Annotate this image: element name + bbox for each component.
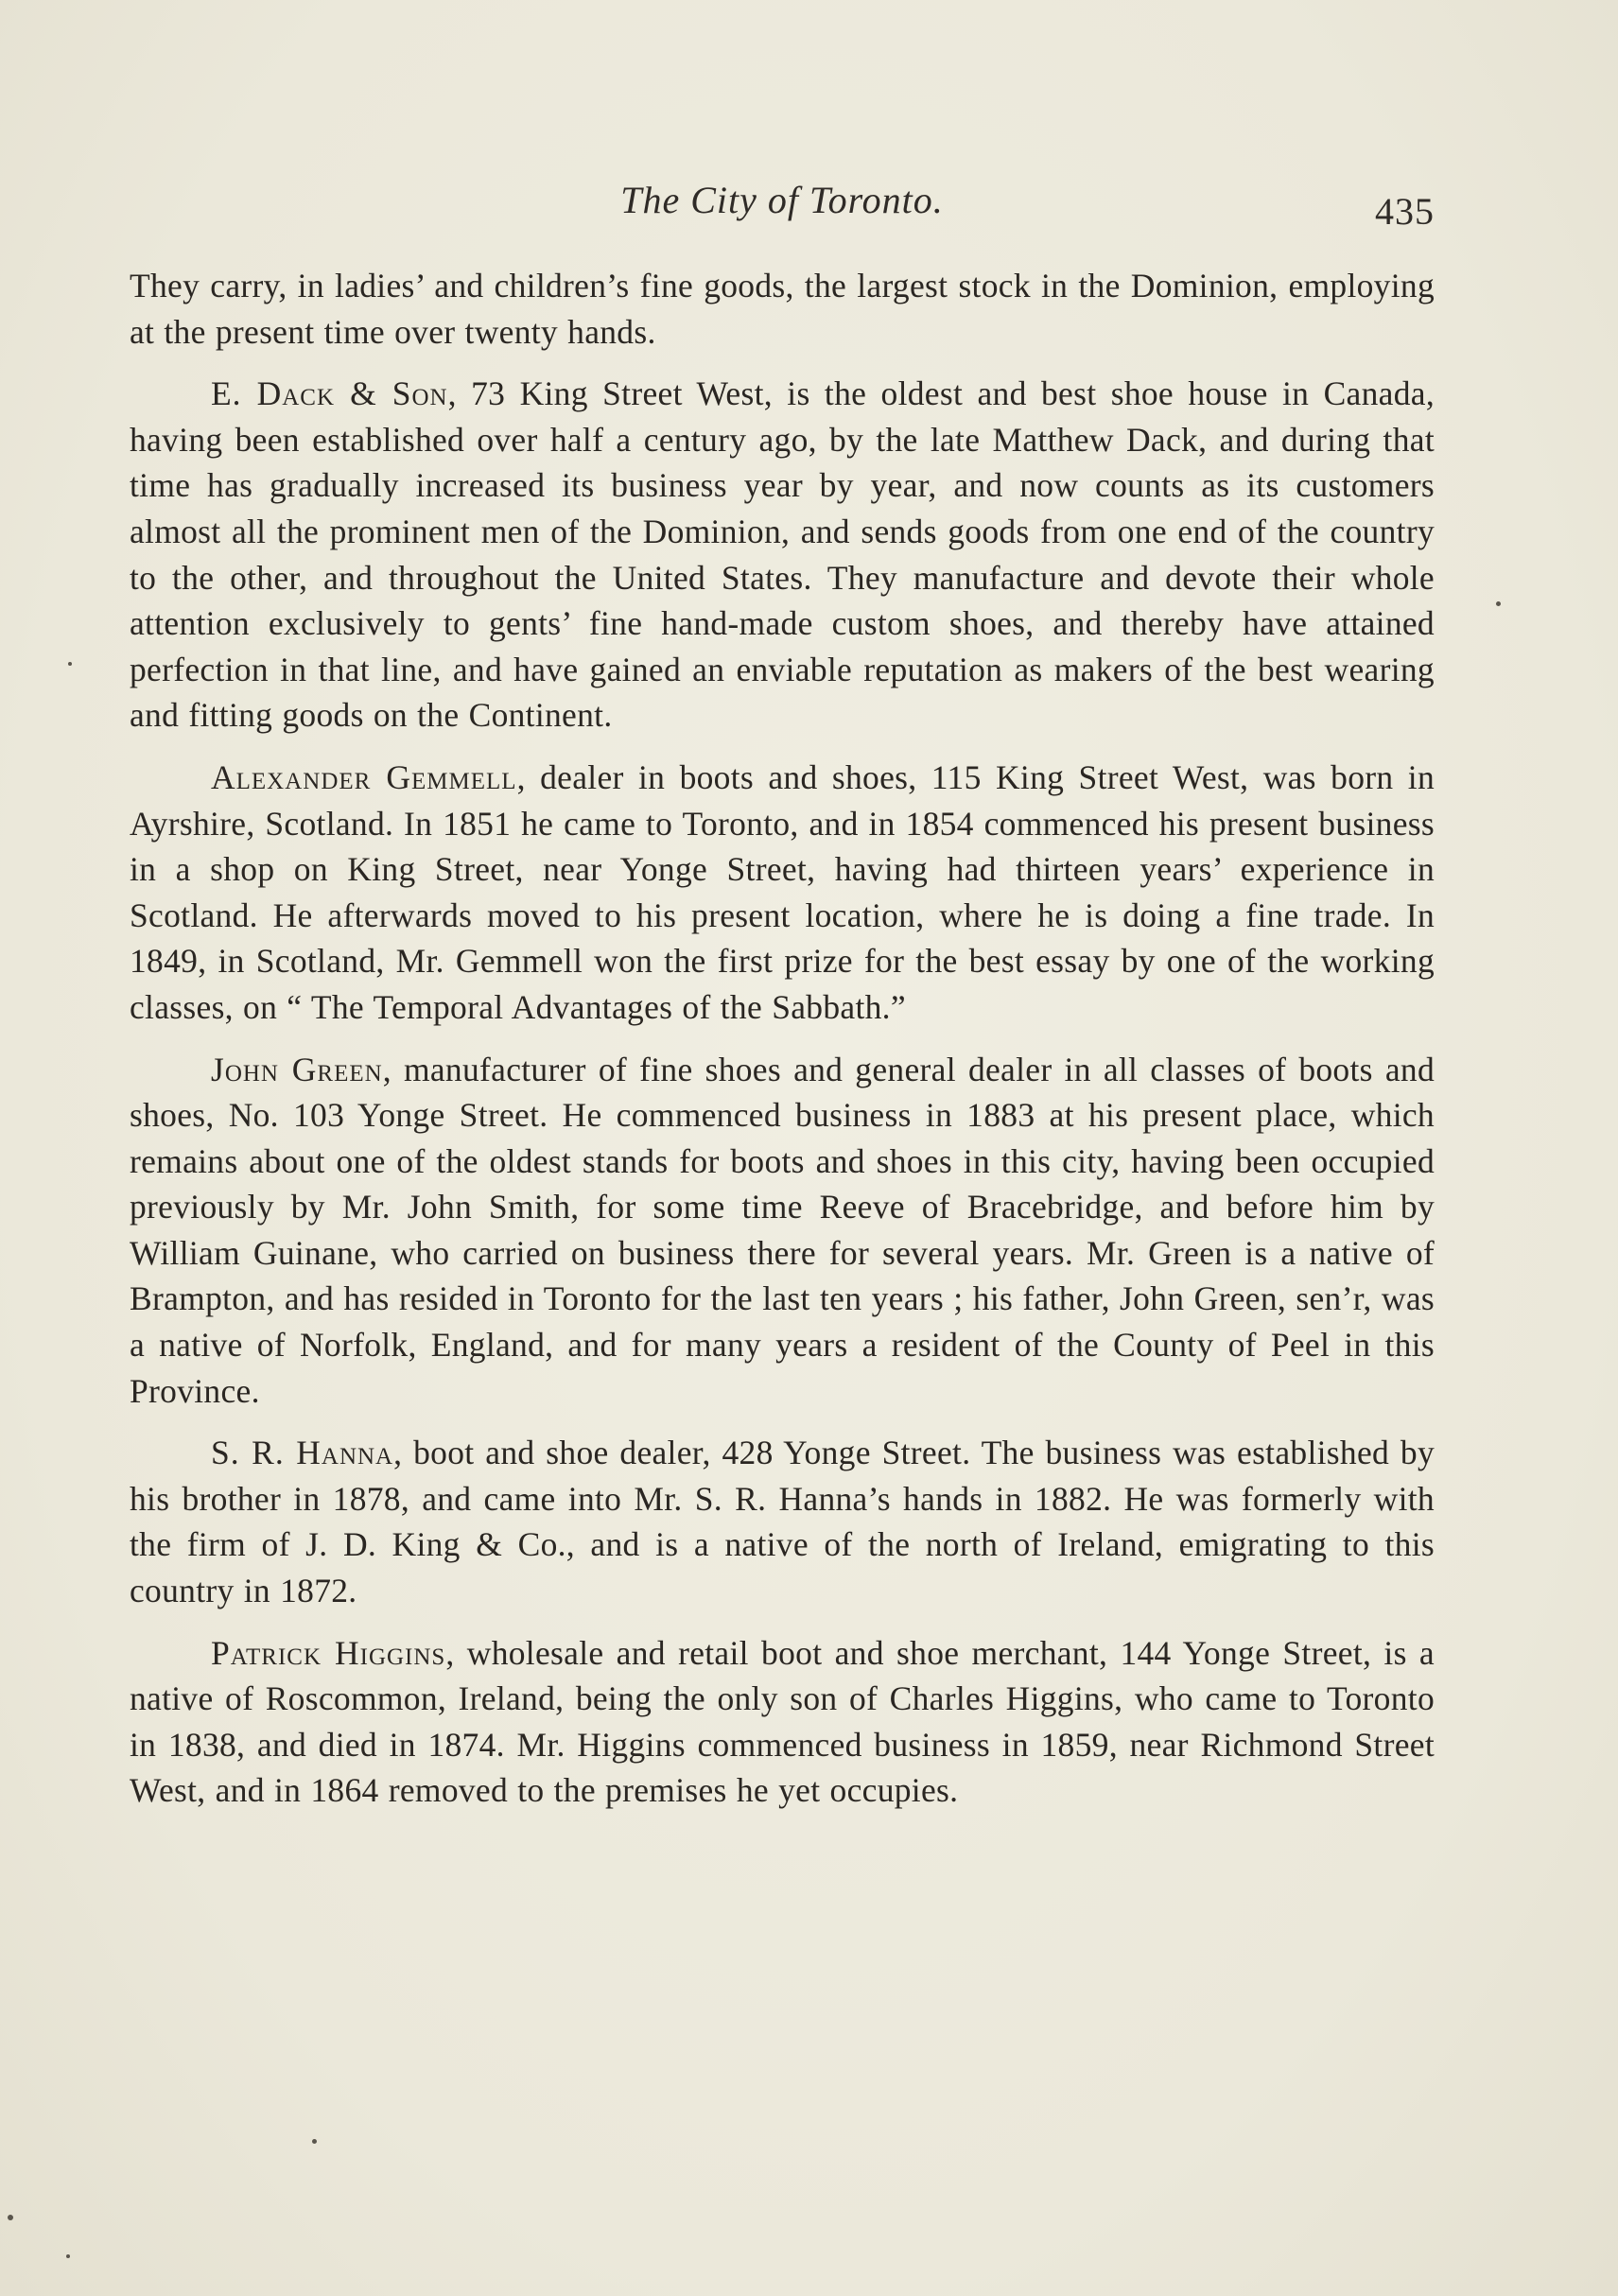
entry-name: S. R. Hanna [211, 1434, 394, 1472]
paragraph-text: , 73 King Street West, is the oldest and best shoe house in Canada, having been established over half a century ago, by the late Matthew Dack, and during that time has gradually increased its business year by year, and now counts as its customers almost all the prominent men of the Dominion, and sends goods from one end of the country to the other, and throughout the United States. They manufacture and devote their whole attention exclusively to gents’ fine hand-made custom shoes, and thereby have attained perfection in that line, and have gained an enviable reputation as makers of the best wearing and fitting goods on the Continent. [130, 374, 1435, 735]
page-number: 435 [1375, 190, 1435, 233]
paragraph-text: , wholesale and retail boot and shoe merchant, 144 Yonge Street, is a native of Roscommon, Ireland, being the only son of Charles Higgins, who came to Toronto in 1838, and died in 1874. Mr. Higgins commenced business in 1859, near Richmond Street West, and in 1864 removed to the premises he yet occupies. [130, 1633, 1435, 1810]
paragraph-higgins [130, 1630, 1435, 1814]
paper-speck [66, 2254, 70, 2258]
paragraph-green [130, 1047, 1435, 1415]
paragraph-hanna [130, 1430, 1435, 1613]
paper-speck [1496, 601, 1501, 606]
paragraph-dack [130, 371, 1435, 739]
paragraph-text: , manufacturer of fine shoes and general dealer in all classes of boots and shoes, No. 103 Yonge Street. He commenced business in 1883 at his present place, which remains about one of the oldest stands for boots and shoes in this city, having been occupied previously by Mr. John Smith, for some time Reeve of Bracebridge, and before him by William Guinane, who carried on business there for several years. Mr. Green is a native of Brampton, and has resided in Toronto for the last ten years ; his father, John Green, sen’r, was a native of Norfolk, England, and for many years a resident of the County of Peel in this Province. [130, 1050, 1435, 1410]
entry-name: John Green [211, 1050, 383, 1088]
paragraph-text: , boot and shoe dealer, 428 Yonge Street. The business was established by his brother in 1878, and came into Mr. S. R. Hanna’s hands in 1882. He was formerly with the firm of J. D. King & Co., and is a native of the north of Ireland, emigrating to this country in 1872. [130, 1434, 1435, 1610]
body-text [130, 263, 1435, 1814]
entry-name: Alexander Gemmell [211, 757, 517, 796]
paper-speck [68, 662, 72, 666]
paper-speck [8, 2215, 13, 2220]
paragraph-gemmell [130, 755, 1435, 1031]
paragraph-continuation [130, 263, 1435, 355]
paragraph-text: , dealer in boots and shoes, 115 King Street West, was born in Ayrshire, Scotland. In 1851 he came to Toronto, and in 1854 commenced his present business in a shop on King Street, near Yonge Street, having had thirteen years’ experience in Scotland. He afterwards moved to his present location, where he is doing a fine trade. In 1849, in Scotland, Mr. Gemmell won the first prize for the best essay by one of the working classes, on “ The Temporal Advantages of the Sabbath.” [130, 757, 1435, 1026]
paper-speck [312, 2139, 317, 2144]
entry-name: Patrick Higgins [211, 1633, 446, 1672]
paragraph-text: They carry, in ladies’ and children’s fine goods, the largest stock in the Dominion, employing at the present time over twenty hands. [130, 267, 1435, 351]
entry-name: E. Dack & Son [211, 374, 448, 413]
running-title: The City of Toronto. [620, 179, 944, 221]
running-head [130, 178, 1435, 231]
